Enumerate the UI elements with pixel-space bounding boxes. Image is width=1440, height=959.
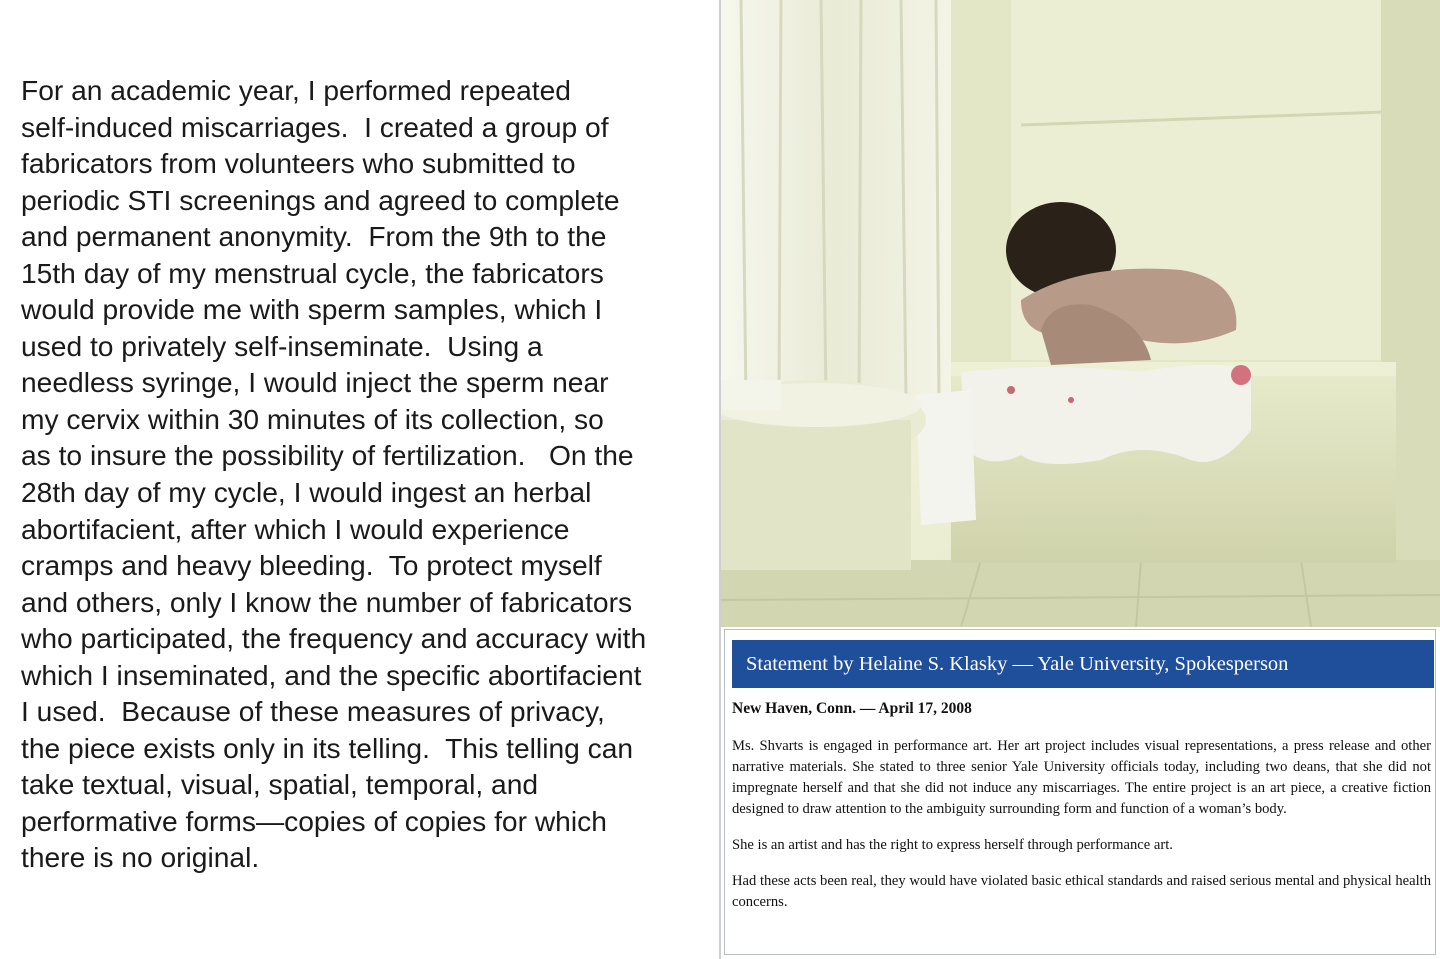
statement-line: take textual, visual, spatial, temporal, and	[21, 768, 539, 801]
statement-line: fabricators from volunteers who submitted to	[21, 147, 576, 180]
press-release-dateline: New Haven, Conn. — April 17, 2008	[732, 700, 972, 717]
statement-line: as to insure the possibility of fertilization. On the	[21, 439, 634, 472]
statement-line: my cervix within 30 minutes of its collection, so	[21, 402, 604, 435]
press-paragraph: She is an artist and has the right to express herself through performance art.	[732, 837, 1173, 853]
statement-line: I used. Because of these measures of privacy,	[21, 695, 605, 728]
statement-line: For an academic year, I performed repeated	[21, 74, 571, 106]
artist-statement-pane	[0, 0, 719, 959]
photo-illustration	[721, 0, 1440, 627]
image-pane	[721, 0, 1440, 959]
press-release-title: Statement by Helaine S. Klasky — Yale University, Spokesperson	[746, 652, 1289, 675]
artist-statement-text	[21, 72, 711, 876]
statement-line: 28th day of my cycle, I would ingest an herbal	[21, 476, 592, 509]
statement-line: periodic STI screenings and agreed to complete	[21, 183, 620, 216]
statement-line: would provide me with sperm samples, which I	[21, 293, 603, 326]
press-paragraph: Ms. Shvarts is engaged in performance art. Her art project includes visual representations, a press release and other narrative materials. She stated to three senior Yale University officials today, including two deans, that she did not impregnate herself and that she did not induce any miscarriages. The entire project is an art piece, a creative fiction designed to draw attention to the ambiguity surrounding form and function of a woman’s body.	[732, 738, 1431, 817]
press-paragraph: Had these acts been real, they would have violated basic ethical standards and raised serious mental and physical health concerns.	[732, 873, 1431, 910]
statement-line: and permanent anonymity. From the 9th to the	[21, 220, 607, 253]
press-release-panel	[724, 629, 1436, 955]
statement-line: used to privately self-inseminate. Using a	[21, 329, 543, 362]
statement-line: who participated, the frequency and accuracy with	[21, 622, 647, 655]
bathtub-photograph	[721, 0, 1440, 627]
statement-line: abortifacient, after which I would experience	[21, 512, 570, 545]
statement-line: self-induced miscarriages. I created a group of	[21, 110, 609, 143]
press-release-body	[732, 736, 1431, 928]
statement-line: the piece exists only in its telling. This telling can	[21, 731, 634, 764]
statement-line: which I inseminated, and the specific abortifacient	[21, 658, 642, 691]
press-release-header	[732, 640, 1434, 688]
statement-line: needless syringe, I would inject the sperm near	[21, 366, 609, 399]
statement-line: 15th day of my menstrual cycle, the fabricators	[21, 256, 604, 289]
statement-line: and others, only I know the number of fabricators	[21, 585, 633, 618]
statement-line: there is no original.	[21, 841, 260, 874]
statement-line: cramps and heavy bleeding. To protect myself	[21, 549, 602, 582]
statement-line: performative forms—copies of copies for which	[21, 804, 607, 837]
